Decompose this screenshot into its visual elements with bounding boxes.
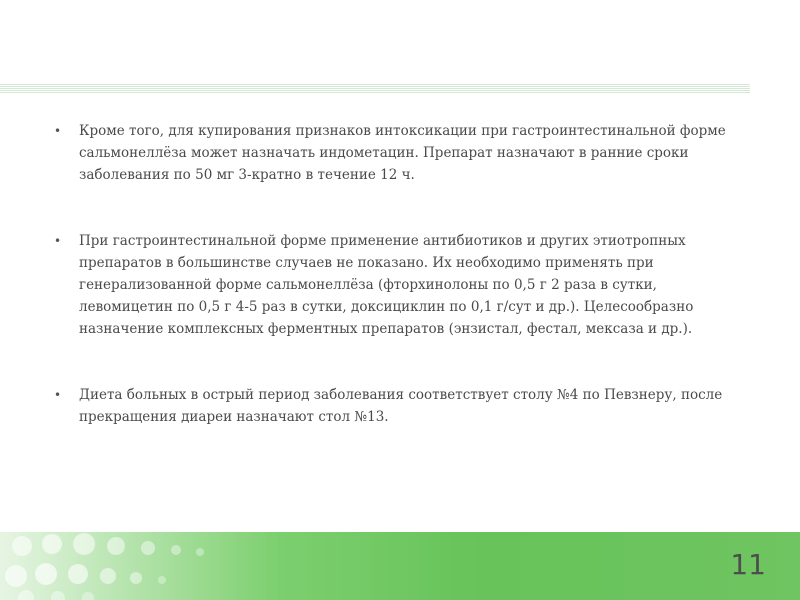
footer-decoration [0, 532, 800, 600]
bullet-item-1 [50, 120, 730, 186]
bullet-dot-icon: • [54, 124, 62, 138]
page-number: 11 [730, 548, 766, 581]
slide-body [50, 120, 730, 428]
bullet-dot-icon: • [54, 234, 62, 248]
bullet-text-3: Диета больных в острый период заболевания соответствует столу №4 по Певзнеру, после прекращения диареи назначают стол №13. [79, 387, 723, 425]
bullet-dot-icon: • [54, 388, 62, 402]
header-divider [0, 84, 750, 94]
bullet-text-2: При гастроинтестинальной форме применение антибиотиков и других этиотропных препаратов в большинстве случаев не показано. Их необходимо применять при генерализованной форме сальмонеллёза (фторхинолоны по 0,5 г 2 раза в сутки, левомицетин по 0,5 г 4-5 раз в сутки, доксициклин по 0,1 г/сут и др.). Целесообразно назначение комплексных ферментных препаратов (энзистал, фестал, мексаза и др.). [79, 233, 694, 337]
bullet-item-2 [50, 230, 730, 340]
footer-circles-decoration-icon [0, 532, 800, 600]
bullet-text-1: Кроме того, для купирования признаков интоксикации при гастроинтестинальной форме сальмонеллёза может назначать индометацин. Препарат назначают в ранние сроки заболевания по 50 мг 3-кратно в течение 12 ч. [79, 123, 726, 183]
bullet-item-3 [50, 384, 730, 428]
